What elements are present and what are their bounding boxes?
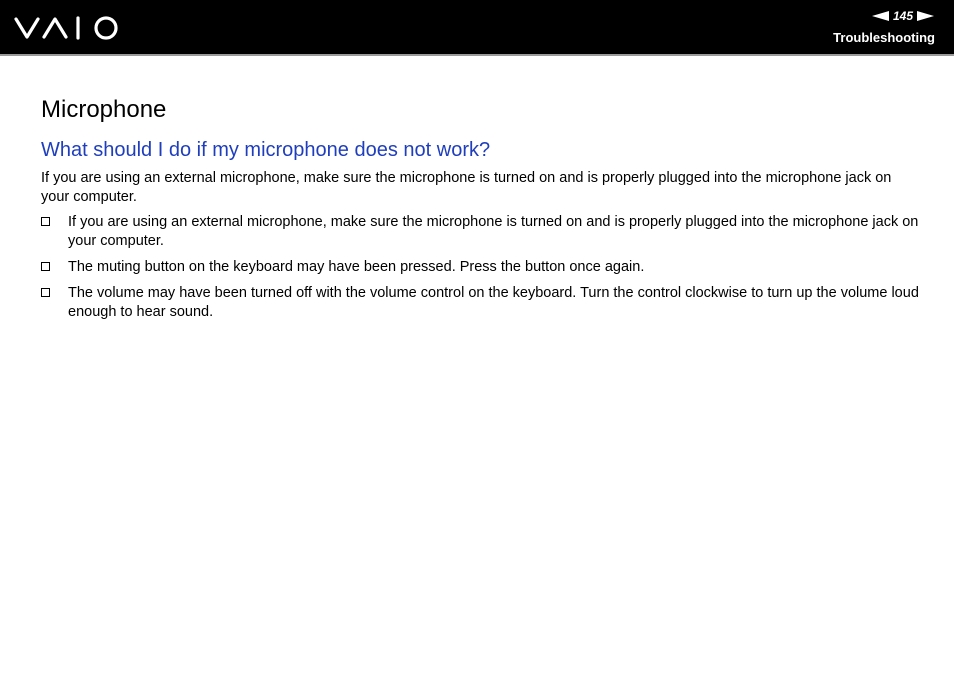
checkbox-bullet-icon (41, 217, 50, 226)
page-header (0, 0, 954, 56)
intro-paragraph: If you are using an external microphone, make sure the microphone is turned on and is properly plugged into the microphone jack on your computer. (41, 170, 892, 205)
solution-list (41, 213, 921, 322)
page-title: Microphone (41, 96, 167, 123)
checkbox-bullet-icon (41, 262, 50, 271)
page-number: 145 (892, 9, 913, 23)
next-page-arrow-icon[interactable] (917, 11, 934, 21)
list-item (41, 284, 921, 322)
list-item-text: The muting button on the keyboard may have been pressed. Press the button once again. (68, 259, 645, 275)
list-item (41, 213, 921, 251)
checkbox-bullet-icon (41, 288, 50, 297)
page-navigator (872, 8, 934, 24)
main-content (41, 95, 921, 329)
list-item-text: If you are using an external microphone, make sure the microphone is turned on and is properly plugged into the microphone jack on your computer. (68, 214, 919, 249)
vaio-logo-icon (14, 14, 120, 42)
list-item (41, 258, 921, 277)
list-item-text: The volume may have been turned off with the volume control on the keyboard. Turn the control clockwise to turn up the volume loud enough to hear sound. (68, 285, 919, 320)
previous-page-arrow-icon[interactable] (872, 11, 889, 21)
section-title: Troubleshooting (833, 30, 935, 45)
question-heading: What should I do if my microphone does not work? (41, 139, 491, 161)
